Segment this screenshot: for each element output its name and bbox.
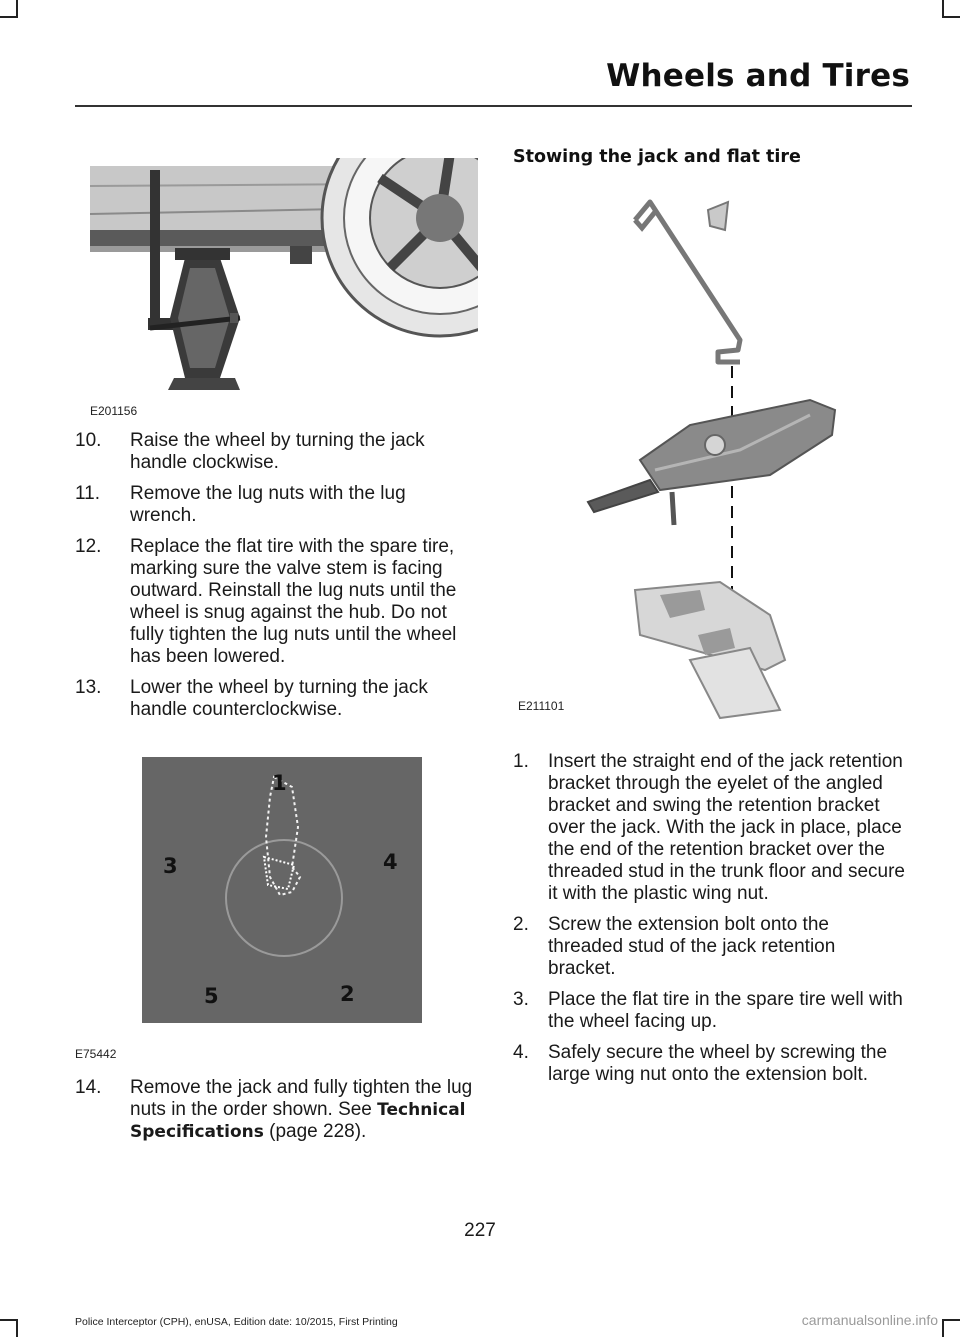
technical-specifications-link[interactable]: Technical Specifications [130, 1100, 466, 1142]
crop-mark-top-left-h [0, 16, 18, 18]
list-item [513, 914, 908, 980]
crop-mark-top-right-h [942, 16, 960, 18]
lug-label-3: 3 [163, 854, 178, 878]
step-text: Insert the straight end of the jack retention bracket through the eyelet of the angled bracket and swing the retention bracket over the jack. With the jack in place, place the end of the retention bracket over the threaded stud in the trunk floor and secure it with the plastic wing nut. [548, 751, 906, 904]
step-number: 4. [513, 1042, 529, 1063]
step-number: 12. [75, 536, 102, 557]
list-item [75, 1077, 475, 1143]
stowing-steps-list [513, 751, 908, 1086]
list-item [75, 483, 475, 527]
list-item [75, 536, 475, 668]
crop-mark-bottom-right-v [942, 1319, 944, 1337]
lug-label-4: 4 [383, 850, 398, 874]
crop-mark-bottom-left-h [0, 1319, 18, 1321]
lug-label-5: 5 [204, 984, 219, 1008]
step-text [130, 1077, 475, 1143]
step-text: Safely secure the wheel by screwing the large wing nut onto the extension bolt. [548, 1042, 888, 1085]
list-item [513, 989, 908, 1033]
list-item [513, 751, 908, 905]
figure-code-lug-pattern: E75442 [75, 1047, 117, 1061]
left-steps-list [75, 430, 475, 721]
step14-list [75, 1077, 475, 1143]
section-heading-stowing: Stowing the jack and flat tire [513, 147, 801, 167]
step-text: Screw the extension bolt onto the threaded stud of the jack retention bracket. [548, 914, 836, 979]
figure-code-jack: E201156 [90, 404, 138, 418]
list-item [75, 430, 475, 474]
lug-pattern-illustration [142, 757, 422, 1023]
lug-label-2: 2 [340, 982, 355, 1006]
stowing-illustration [580, 190, 860, 722]
footer-edition: Police Interceptor (CPH), enUSA, Edition date: 10/2015, First Printing [75, 1316, 398, 1328]
step-text: Lower the wheel by turning the jack handle counterclockwise. [130, 677, 428, 720]
step-number: 10. [75, 430, 102, 451]
step-number: 14. [75, 1077, 102, 1098]
step-number: 3. [513, 989, 529, 1010]
header-rule [75, 105, 912, 107]
crop-mark-bottom-right-h [942, 1319, 960, 1321]
crop-mark-bottom-left-v [16, 1319, 18, 1337]
page-number: 227 [464, 1220, 496, 1241]
page-title: Wheels and Tires [606, 58, 910, 94]
jack-illustration [90, 158, 478, 414]
figure-code-stowing: E211101 [518, 699, 565, 713]
list-item [513, 1042, 908, 1086]
step-number: 11. [75, 483, 101, 504]
list-item [75, 677, 475, 721]
step-number: 13. [75, 677, 102, 698]
lug-label-1: 1 [272, 771, 287, 795]
watermark: carmanualsonline.info [801, 1312, 938, 1328]
step-text: Replace the flat tire with the spare tire, marking sure the valve stem is facing outward. Reinstall the lug nuts until the wheel is snug against the hub. Do not fully tighten the lug nuts until the wheel has been lowered. [130, 536, 457, 667]
step-text-before: Remove the jack and fully tighten the lug nuts in the order shown. See [130, 1077, 473, 1120]
step-text: Place the flat tire in the spare tire well with the wheel facing up. [548, 989, 903, 1032]
step-text: Raise the wheel by turning the jack handle clockwise. [130, 430, 425, 473]
step-number: 1. [513, 751, 529, 772]
step-text: Remove the lug nuts with the lug wrench. [130, 483, 406, 526]
step-number: 2. [513, 914, 529, 935]
step-text-after: (page 228). [263, 1121, 367, 1142]
